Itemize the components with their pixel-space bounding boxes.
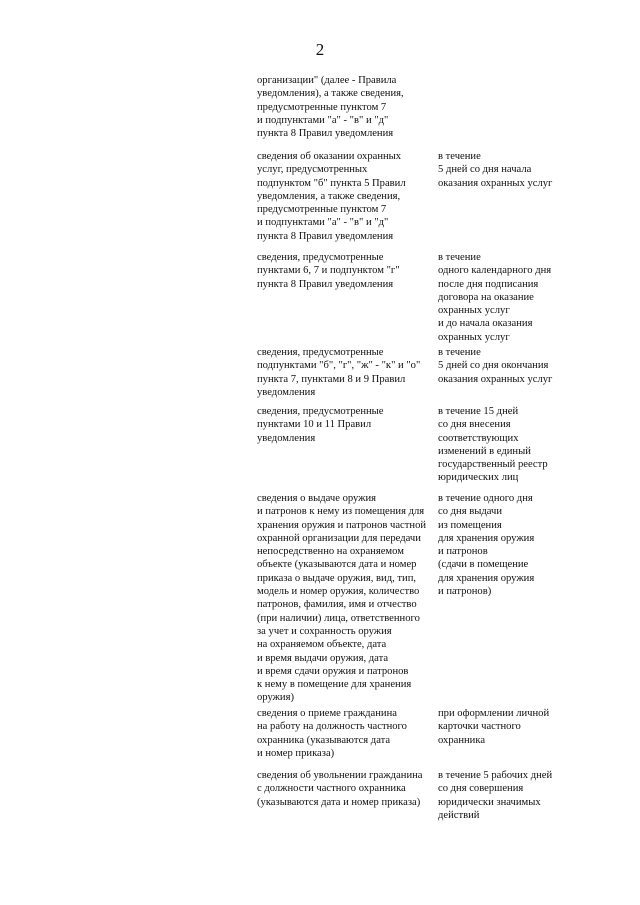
row-6-info-text: сведения о выдаче оружия и патронов к нему из помещения для хранения оружия и патронов частной охранной организации для передачи непосредственно на охраняемом объекте (указываются дата и номер приказа о выдаче оружия, вид, тип, модель и номер оружия, количество патронов, фамилия, имя и отчество (при наличии) лица, ответственного за учет и сохранность оружия на охраняемом объекте, дата и время выдачи оружия, дата и время сдачи оружия и патронов к нему в помещение для хранения оружия) xyxy=(257,493,427,704)
row-3-info-text: сведения, предусмотренные пунктами 6, 7 и подпунктом "г" пункта 8 Правил уведомления xyxy=(257,252,400,290)
row-2-info-text: сведения об оказании охранных услуг, предусмотренных подпунктом "б" пункта 5 Правил уведомления, а также сведения, предусмотренные пунктом 7 и подпунктами "а" - "в" и "д" пункта 8 Правил уведомления xyxy=(257,151,406,242)
row-8-deadline-text: в течение 5 рабочих дней со дня совершения юридически значимых действий xyxy=(438,770,553,821)
row-1-info-text: организации" (далее - Правила уведомления), а также сведения, предусмотренные пунктом 7 и подпунктами "а" - "в" и "д" пункта 8 Правил уведомления xyxy=(257,75,404,140)
row-4-info-text: сведения, предусмотренные подпунктами "б", "г", "ж" - "к" и "о" пункта 7, пунктами 8 и 9 Правил уведомления xyxy=(257,347,421,398)
page-number: 2 xyxy=(315,40,325,59)
row-2-deadline-text: в течение 5 дней со дня начала оказания охранных услуг xyxy=(438,151,553,189)
row-7-deadline-text: при оформлении личной карточки частного охранника xyxy=(438,708,550,746)
row-4-deadline-text: в течение 5 дней со дня окончания оказания охранных услуг xyxy=(438,347,553,385)
row-8-info-text: сведения об увольнении гражданина с должности частного охранника (указываются дата и номер приказа) xyxy=(257,770,423,808)
row-6-deadline-text: в течение одного дня со дня выдачи из помещения для хранения оружия и патронов (сдачи в помещение для хранения оружия и патронов) xyxy=(438,493,535,598)
row-5-info-text: сведения, предусмотренные пунктами 10 и 11 Правил уведомления xyxy=(257,406,384,444)
row-3-deadline-text: в течение одного календарного дня после дня подписания договора на оказание охранных услуг и до начала оказания охранных услуг xyxy=(438,252,552,343)
row-5-deadline-text: в течение 15 дней со дня внесения соответствующих изменений в единый государственный реестр юридических лиц xyxy=(438,406,548,484)
row-7-info-text: сведения о приеме гражданина на работу на должность частного охранника (указываются дата и номер приказа) xyxy=(257,708,407,759)
